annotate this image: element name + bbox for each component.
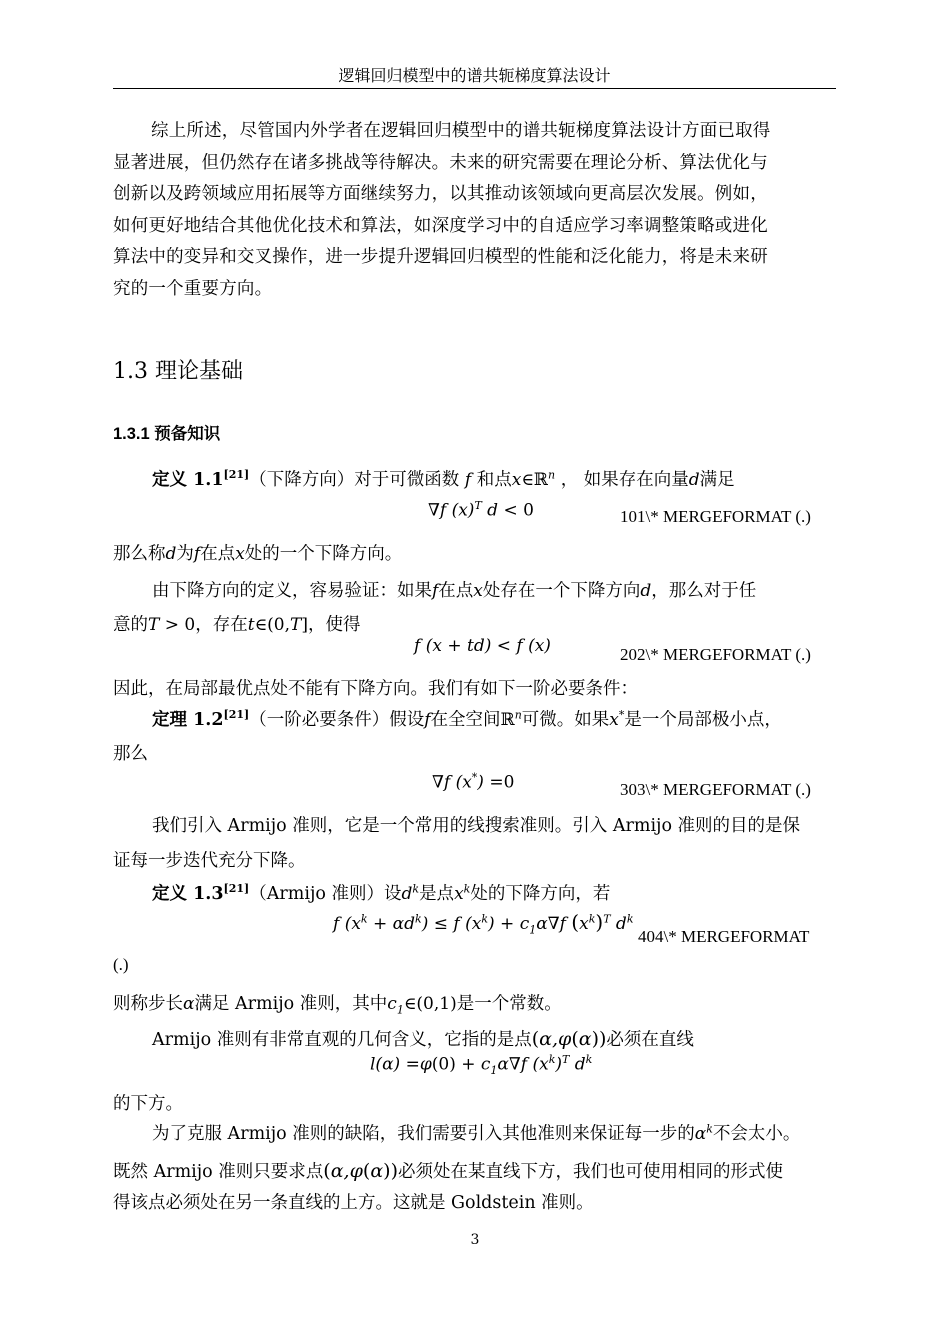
definition-text: 和点: [476, 470, 512, 490]
summary-paragraph: [113, 116, 836, 305]
text: Armijo 准则有非常直观的几何含义，它指的是点: [152, 1030, 532, 1050]
text: 为了克服 Armijo 准则的缺陷，我们需要引入其他准则来保证每一步的: [152, 1124, 695, 1144]
math-d: d: [688, 470, 700, 490]
descent-paragraph-line: 因此，在局部最优点处不能有下降方向。我们有如下一阶必要条件：: [113, 679, 638, 699]
definition-text: 是一个常数。: [456, 994, 562, 1014]
citation: [21]: [223, 882, 250, 896]
text-line: 如何更好地结合其他优化技术和算法，如深度学习中的自适应学习率调整策略或进化: [113, 215, 768, 236]
math-x: x: [473, 581, 483, 601]
definition-1-3: [152, 880, 610, 905]
theorem-1-2: [152, 706, 782, 731]
text: 既然 Armijo 准则只要求点: [113, 1162, 324, 1182]
theorem-text: 那么: [113, 744, 148, 764]
math-t-interval: t∈(0,T]: [247, 615, 308, 635]
text-line: 综上所述，尽管国内外学者在逻辑回归模型中的谱共轭梯度算法设计方面已取得: [151, 121, 771, 141]
math-f: f: [424, 710, 431, 730]
equation-2: f (x + td) < f (x): [414, 636, 551, 656]
geometric-meaning-line: 的下方。: [113, 1094, 183, 1114]
equation-1: ∇f $(x)^T$ d < 0: [428, 499, 534, 521]
text: 处存在一个下降方向: [482, 581, 641, 601]
text: ，存在: [195, 615, 248, 635]
equation-line-l: $l(\alpha) =\varphi(0) + c_1\alpha\nabla f$ $(x^k)^T$ $d^k$: [370, 1053, 593, 1078]
text: 在点: [438, 581, 474, 601]
math-c1-interval: $c_1\in(0,1)$: [387, 994, 457, 1017]
theorem-text: 是一个局部极小点，: [624, 710, 782, 730]
descent-paragraph-line: [113, 611, 360, 636]
math-point-alpha-phi: (α,φ(α)): [323, 1160, 398, 1182]
theorem-text: （一阶必要条件）假设: [249, 710, 425, 730]
goldstein-line: [113, 1158, 783, 1183]
goldstein-line: 得该点必须处在另一条直线的上方。这就是 Goldstein 准则。: [113, 1193, 594, 1213]
section-title: 1.3 理论基础: [113, 359, 243, 384]
math-d: d: [165, 544, 177, 564]
equation-tag-wrap: (.): [113, 955, 129, 974]
definition-text: 则称步长: [113, 994, 183, 1014]
math-t-positive: T > 0: [148, 615, 196, 635]
math-f: f: [193, 544, 201, 564]
armijo-intro-line: 证每一步迭代充分下降。: [113, 851, 306, 871]
math-xk: $x^k$: [454, 882, 471, 904]
text: 必须在直线: [606, 1030, 694, 1050]
math-x: x: [235, 544, 245, 564]
theorem-text: 在全空间: [430, 710, 501, 730]
equation-tag: 202\* MERGEFORMAT (.): [620, 645, 811, 664]
text: 由下降方向的定义，容易验证：如果: [152, 581, 432, 601]
definition-text: 处的下降方向，若: [470, 884, 611, 904]
goldstein-line: [152, 1120, 800, 1145]
subsection-title: 1.3.1 预备知识: [113, 425, 221, 443]
math-alpha: α: [183, 994, 195, 1014]
definition-text: 那么称: [113, 544, 166, 564]
definition-label: 定义 1.3: [152, 884, 224, 904]
math-dk: $d^k$: [401, 882, 420, 904]
definition-text: 在点: [200, 544, 236, 564]
equation-tag: 303\* MERGEFORMAT (.): [620, 780, 811, 799]
definition-label: 定义 1.1: [152, 470, 224, 490]
math-rn: ℝ$^n$: [500, 708, 522, 730]
equation-tag: 101\* MERGEFORMAT (.): [620, 507, 811, 526]
definition-text: 是点: [419, 884, 455, 904]
definition-text: 满足: [699, 470, 735, 490]
math-f: f: [432, 581, 439, 601]
text-line: 算法中的变异和交叉操作，进一步提升逻辑回归模型的性能和泛化能力，将是未来研: [113, 247, 768, 267]
text: 不会太小。: [712, 1124, 801, 1144]
definition-text: 为: [176, 544, 194, 564]
definition-conclusion: [113, 540, 402, 565]
citation: [21]: [223, 708, 250, 722]
text: 必须处在某直线下方，我们也可使用相同的形式使: [398, 1162, 783, 1182]
math-x-star: x*: [609, 708, 625, 730]
page-number: 3: [470, 1232, 480, 1248]
descent-paragraph-line: [152, 577, 756, 602]
math-alpha-k: $\alpha^k$: [694, 1122, 713, 1144]
equation-tag: 404\* MERGEFORMAT: [638, 927, 810, 946]
definition-text: 满足 Armijo 准则，其中: [194, 994, 388, 1014]
citation: [21]: [223, 468, 250, 482]
definition-conclusion: [113, 990, 562, 1016]
equation-3: ∇f (x*) =0: [432, 771, 515, 793]
math-point-alpha-phi: (α,φ(α)): [531, 1028, 607, 1050]
definition-1-1: [152, 466, 735, 491]
text-line: 显著进展，但仍然存在诸多挑战等待解决。未来的研究需要在理论分析、算法优化与: [113, 152, 768, 173]
math-f: f: [464, 470, 472, 490]
geometric-meaning-line: [152, 1026, 694, 1051]
armijo-intro-line: 我们引入 Armijo 准则，它是一个常用的线搜索准则。引入 Armijo 准则的目的是保: [152, 816, 801, 836]
math-x-in-rn: x∈ℝ$^n$: [511, 468, 556, 490]
math-d: d: [640, 581, 652, 601]
text: ，使得: [307, 615, 361, 635]
text-line: 究的一个重要方向。: [113, 278, 273, 299]
definition-text: （Armijo 准则）设: [249, 884, 402, 904]
definition-text: ， 如果存在向量: [560, 470, 689, 490]
theorem-text: 可微。如果: [521, 710, 610, 730]
running-header: 逻辑回归模型中的谱共轭梯度算法设计: [113, 64, 836, 89]
equation-4: f $(x^k + \alpha d^k) \le f$ $(x^k) + c_1\alpha\nabla f$ $(x^k)^T$ $d^k$: [333, 910, 634, 937]
text: 意的: [113, 615, 148, 635]
text-line: 创新以及跨领域应用拓展等方面继续努力，以其推动该领域向更高层次发展。例如，: [113, 184, 768, 204]
definition-text: （下降方向）对于可微函数: [249, 470, 460, 490]
theorem-label: 定理 1.2: [152, 710, 224, 730]
definition-text: 处的一个下降方向。: [244, 544, 403, 564]
text: ，那么对于任: [651, 581, 757, 601]
